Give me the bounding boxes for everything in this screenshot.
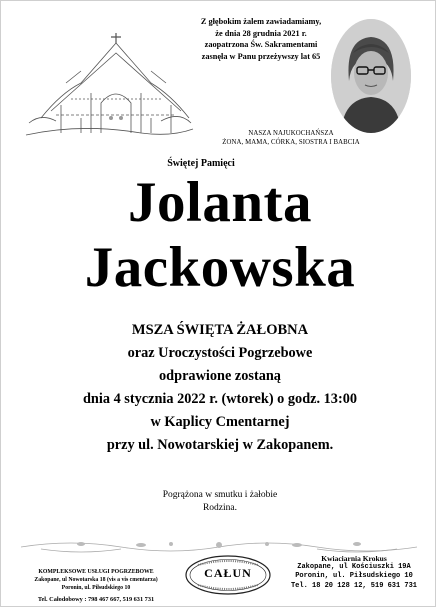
grief-signature xyxy=(1,489,438,515)
ad-phone: Tel. Całodobowy : 798 467 667, 519 631 731 xyxy=(37,595,155,603)
florist-line: Tel. 18 20 128 12, 519 631 731 xyxy=(290,581,418,590)
grief-line: Rodzina. xyxy=(202,503,238,513)
family-relation xyxy=(201,129,381,147)
family-line: NASZA NAJUKOCHAŃSZA xyxy=(248,130,334,137)
floral-divider xyxy=(21,535,417,555)
funeral-services-ad xyxy=(11,568,181,604)
ad-line: KOMPLEKSOWE USŁUGI POGRZEBOWE xyxy=(38,569,154,575)
calun-logo xyxy=(184,554,272,596)
logo-text: CAŁUN xyxy=(204,566,252,580)
florist-line: Poronin, ul. Piłsudskiego 10 xyxy=(295,572,413,581)
mass-title: MSZA ŚWIĘTA ŻAŁOBNA xyxy=(131,322,309,338)
mass-line: oraz Uroczystości Pogrzebowe xyxy=(127,345,313,361)
ad-line: Zakopane, ul Nowotarska 18 (vis a vis cmentarza) xyxy=(34,577,158,584)
announcement-line: że dnia 28 grudnia 2021 r. xyxy=(215,28,307,38)
death-announcement xyxy=(187,16,335,62)
ad-line: Poronin, ul. Piłsudskiego 10 xyxy=(61,585,131,592)
memory-label: Świętej Pamięci xyxy=(167,158,235,169)
portrait-image xyxy=(331,19,411,133)
chapel-drawing xyxy=(21,23,197,141)
mass-date-line: dnia 4 stycznia 2022 r. (wtorek) o godz. 13:00 xyxy=(82,391,357,407)
announcement-line: zaopatrzona Św. Sakramentami xyxy=(204,40,318,49)
grief-line: Pogrążona w smutku i żałobie xyxy=(162,490,278,500)
mass-line: odprawione zostaną xyxy=(159,368,281,384)
portrait-photo xyxy=(331,19,411,133)
mass-line: przy ul. Nowotarskiej w Zakopanem. xyxy=(106,437,334,453)
announcement-line: zasnęła w Panu przeżywszy lat 65 xyxy=(201,51,321,61)
florist-ad xyxy=(279,554,429,591)
deceased-last-name: Jackowska xyxy=(84,236,356,299)
funeral-mass-details xyxy=(1,319,438,457)
family-line: ŻONA, MAMA, CÓRKA, SIOSTRA I BABCIA xyxy=(222,139,360,146)
mass-line: w Kaplicy Cmentarnej xyxy=(150,414,290,430)
deceased-first-name: Jolanta xyxy=(127,171,313,234)
florist-name: Kwiaciarnia Krokus xyxy=(321,554,387,563)
florist-line: Zakopane, ul Kościuszki 19A xyxy=(297,563,411,572)
announcement-line: Z głębokim żalem zawiadamiamy, xyxy=(200,17,322,26)
